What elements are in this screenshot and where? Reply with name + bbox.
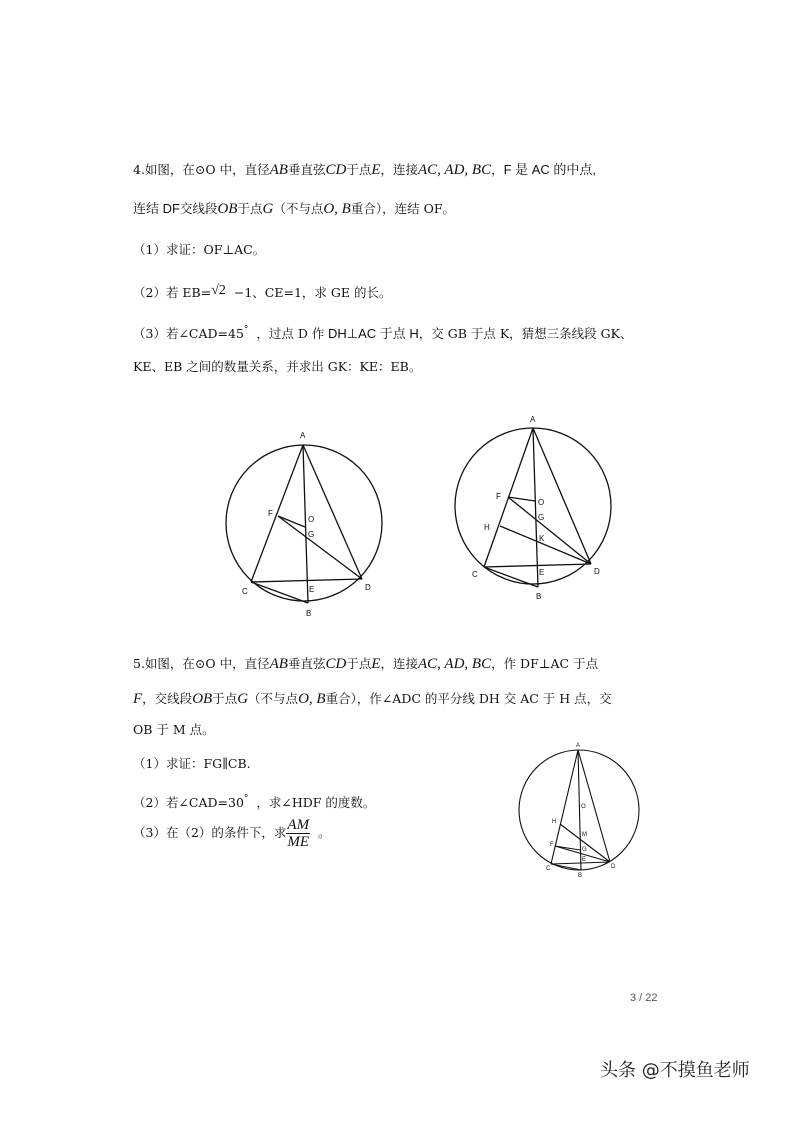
fig3-segment-ac	[551, 750, 578, 864]
fig2-label-k: K	[539, 534, 545, 543]
fig1-label-f: F	[268, 509, 273, 518]
p5-question-3: （3）在（2）的条件下，求 $\frac{AM}{ME}$ 。	[133, 817, 331, 850]
fig3-label-o: O	[581, 804, 586, 810]
fig2-segment-cb	[484, 567, 538, 587]
fig3-label-f: F	[550, 842, 554, 848]
fig1-label-o: O	[308, 515, 315, 524]
fig2-label-c: C	[472, 570, 478, 579]
fig1-segment-cd	[251, 579, 362, 582]
fig1-label-c: C	[242, 587, 248, 596]
fig2-label-g: G	[538, 513, 545, 522]
page-number: 3 / 22	[630, 992, 658, 1004]
fig1-label-e: E	[309, 585, 315, 594]
fig2-label-o: O	[538, 498, 545, 507]
watermark: 头条 @不摸鱼老师	[600, 1060, 750, 1081]
fig1-label-g: G	[308, 530, 315, 539]
p4-figure-2	[445, 410, 625, 605]
p4-question-1: （1）求证：OF⊥AC。	[133, 242, 266, 257]
fig3-label-m: M	[582, 832, 587, 838]
fig2-label-f: F	[496, 492, 501, 501]
fig1-label-b: B	[306, 609, 312, 618]
p4-figure-1	[220, 420, 400, 625]
fraction-am-me: $\frac{AM}{ME}$	[287, 817, 310, 850]
fig1-label-a: A	[300, 431, 306, 440]
p5-figure	[515, 740, 645, 880]
fig1-segment-ac	[251, 445, 303, 582]
fig1-label-d: D	[365, 583, 371, 592]
p5-line-2: F，交线段OB于点G（不与点O, B重合），作∠ADC 的平分线 DH 交 AC 于 H 点，交	[133, 691, 612, 707]
fig3-label-d: D	[611, 864, 616, 870]
fig3-label-e: E	[582, 857, 587, 863]
fig1-segment-ad	[303, 445, 362, 579]
p5-question-2: （2）若∠CAD=30° ，求∠HDF 的度数。	[133, 794, 376, 810]
fig2-label-a: A	[530, 415, 536, 424]
fig2-segment-ab	[533, 428, 538, 587]
fig3-label-a: A	[576, 743, 581, 749]
p4-question-2: （2）若 EB=√2 −1、CE=1，求 GE 的长。	[133, 283, 392, 300]
fig3-segment-ab	[578, 750, 581, 870]
fig3-label-g: G	[582, 847, 587, 853]
fig3-label-b: B	[578, 873, 583, 879]
p5-question-1: （1）求证：FG∥CB.	[133, 756, 251, 771]
fig2-label-h: H	[484, 523, 490, 532]
fig1-segment-cb	[251, 582, 308, 603]
fig3-label-h: H	[552, 819, 557, 825]
p5-line-1: 5.如图，在⊙O 中，直径AB垂直弦CD于点E，连接AC, AD, BC，作 DF⊥AC 于点	[133, 656, 599, 672]
fig1-segment-ab	[303, 445, 308, 603]
fig3-label-c: C	[546, 866, 551, 872]
p4-line-1: 4.如图，在⊙O 中，直径AB垂直弦CD于点E，连接AC, AD, BC，F 是 AC 的中点,	[133, 162, 597, 178]
p5-line-3: OB 于 M 点。	[133, 722, 215, 737]
fig1-segment-fd	[278, 516, 362, 579]
p4-question-3b: KE、EB 之间的数量关系，并求出 GK：KE：EB。	[133, 359, 422, 374]
p4-question-3a: （3）若∠CAD=45° ，过点 D 作 DH⊥AC 于点 H，交 GB 于点 K，猜想三条线段 GK、	[133, 325, 633, 341]
fig2-segment-fd	[508, 497, 591, 564]
p4-line-2: 连结 DF交线段OB于点G（不与点O, B重合），连结 OF。	[133, 201, 455, 217]
fig2-label-e: E	[539, 568, 545, 577]
fig2-label-b: B	[536, 592, 542, 601]
fig2-label-d: D	[594, 567, 600, 576]
